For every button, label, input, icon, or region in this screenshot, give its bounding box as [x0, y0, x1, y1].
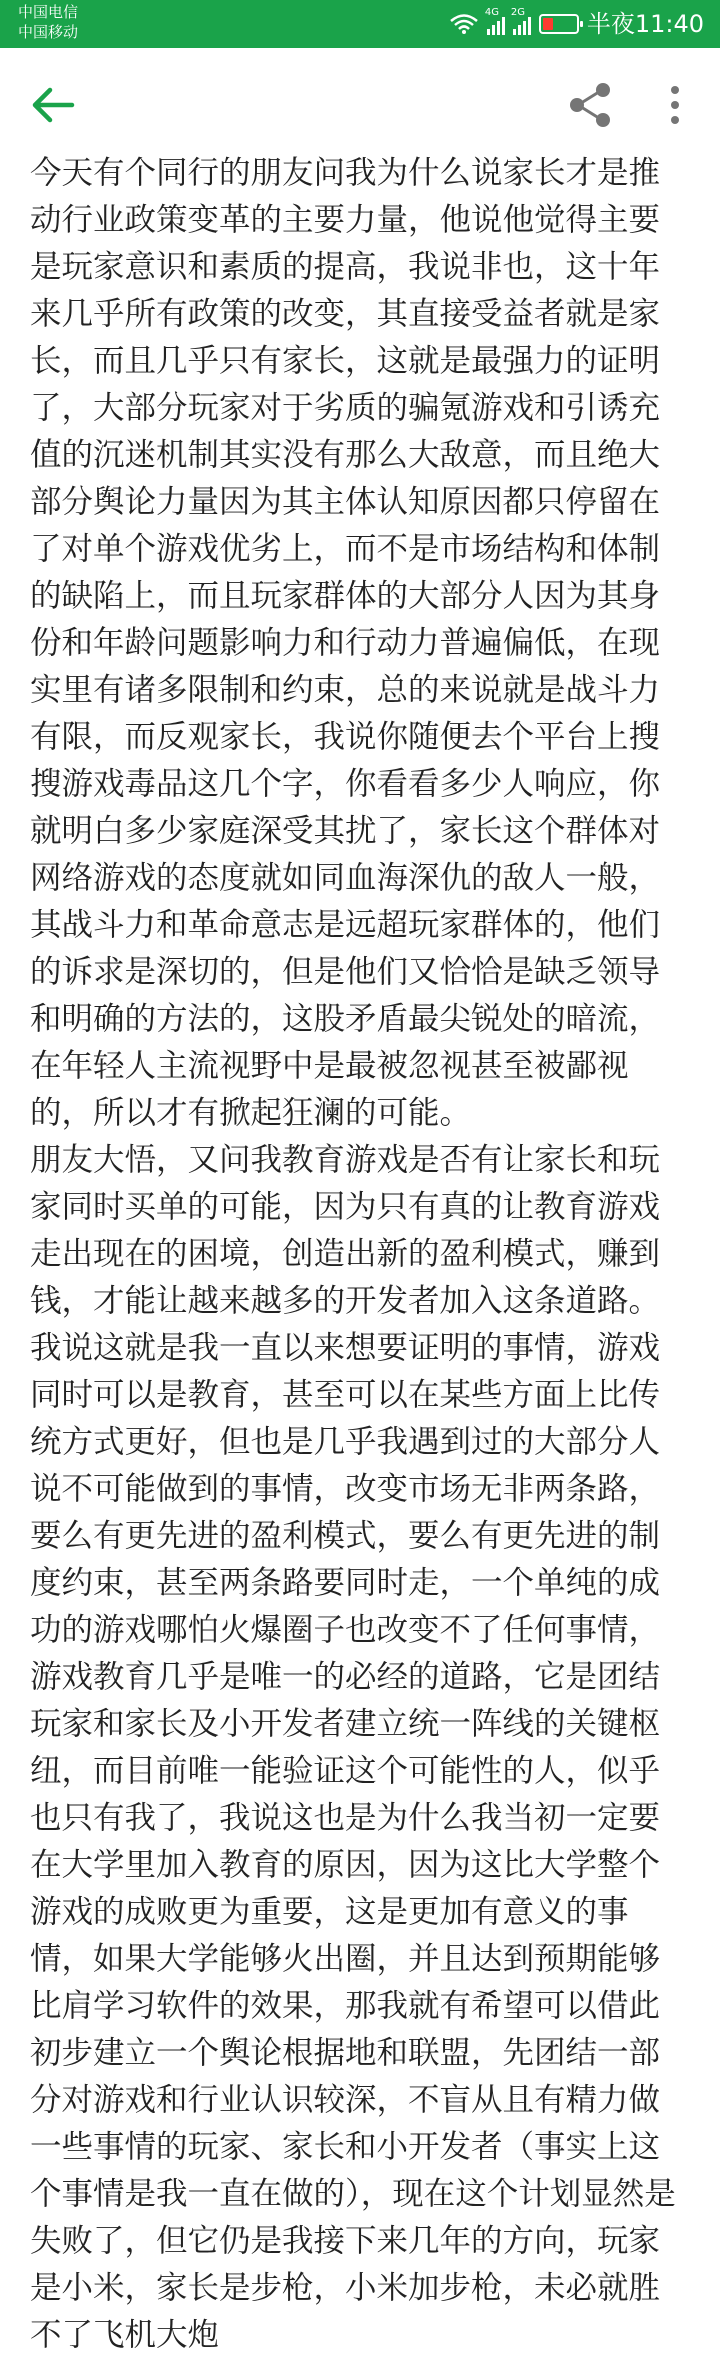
network-type-label: 4G [484, 7, 499, 18]
more-button[interactable] [660, 82, 690, 128]
carrier-secondary: 中国移动 [18, 23, 79, 41]
share-button[interactable] [568, 82, 614, 128]
article-paragraph: 今天有个同行的朋友问我为什么说家长才是推动行业政策变革的主要力量，他说他觉得主要是玩家意识和素质的提高，我说非也，这十年来几乎所有政策的改变，其直接受益者就是家长，而且几乎只有家长，这就是最强力的证明了，大部分玩家对于劣质的骗氪游戏和引诱充值的沉迷机制其实没有那么大敌意，而且绝大部分舆论力量因为其主体认知原因都只停留在了对单个游戏优劣上，而不是市场结构和体制的缺陷上，而且玩家群体的大部分人因为其身份和年龄问题影响力和行动力普遍偏低，在现实里有诸多限制和约束，总的来说就是战斗力有限，而反观家长，我说你随便去个平台上搜搜游戏毒品这几个字，你看看多少人响应，你就明白多少家庭深受其扰了，家长这个群体对网络游戏的态度就如同血海深仇的敌人一般，其战斗力和革命意志是远超玩家群体的，他们的诉求是深切的，但是他们又恰恰是缺乏领导和明确的方法的，这股矛盾最尖锐处的暗流，在年轻人主流视野中是最被忽视甚至被鄙视的，所以才有掀起狂澜的可能。 [30, 155, 661, 1131]
back-button[interactable] [28, 80, 78, 130]
toolbar [0, 48, 720, 160]
signal-icon [484, 7, 505, 35]
arrow-left-icon [28, 80, 78, 130]
article-paragraph: 我说这就是我一直以来想要证明的事情，游戏同时可以是教育，甚至可以在某些方面上比传统方式更好，但也是几乎我遇到过的大部分人说不可能做到的事情，改变市场无非两条路，要么有更先进的盈利模式，要么有更先进的制度约束，甚至两条路要同时走，一个单纯的成功的游戏哪怕火爆圈子也改变不了任何事情，游戏教育几乎是唯一的必经的道路，它是团结玩家和家长及小开发者建立统一阵线的关键枢纽，而目前唯一能验证这个可能性的人，似乎也只有我了，我说这也是为什么我当初一定要在大学里加入教育的原因，因为这比大学整个游戏的成败更为重要，这是更加有意义的事情，如果大学能够火出圈，并且达到预期能够比肩学习软件的效果，那我就有希望可以借此初步建立一个舆论根据地和联盟，先团结一部分对游戏和行业认识较深，不盲从且有精力做一些事情的玩家、家长和小开发者（事实上这个事情是我一直在做的），现在这个计划显然是失败了，但它仍是我接下来几年的方向，玩家是小米，家长是步枪，小米加步枪，未必就胜不了飞机大炮 [30, 1330, 676, 2353]
share-icon [568, 82, 614, 128]
carrier-primary: 中国电信 [18, 3, 79, 21]
signal-icon [510, 7, 531, 35]
more-vertical-icon [660, 82, 690, 128]
article-body [30, 150, 690, 2359]
battery-icon [539, 14, 579, 34]
network-type-label: 2G [510, 7, 525, 18]
carrier-info [18, 2, 78, 42]
status-bar [0, 0, 720, 48]
status-icons [449, 0, 704, 48]
article-paragraph: 朋友大悟，又问我教育游戏是否有让家长和玩家同时买单的可能，因为只有真的让教育游戏走出现在的困境，创造出新的盈利模式，赚到钱，才能让越来越多的开发者加入这条道路。 [30, 1142, 661, 1319]
status-time: 半夜11:40 [586, 10, 704, 38]
wifi-icon [449, 13, 479, 35]
